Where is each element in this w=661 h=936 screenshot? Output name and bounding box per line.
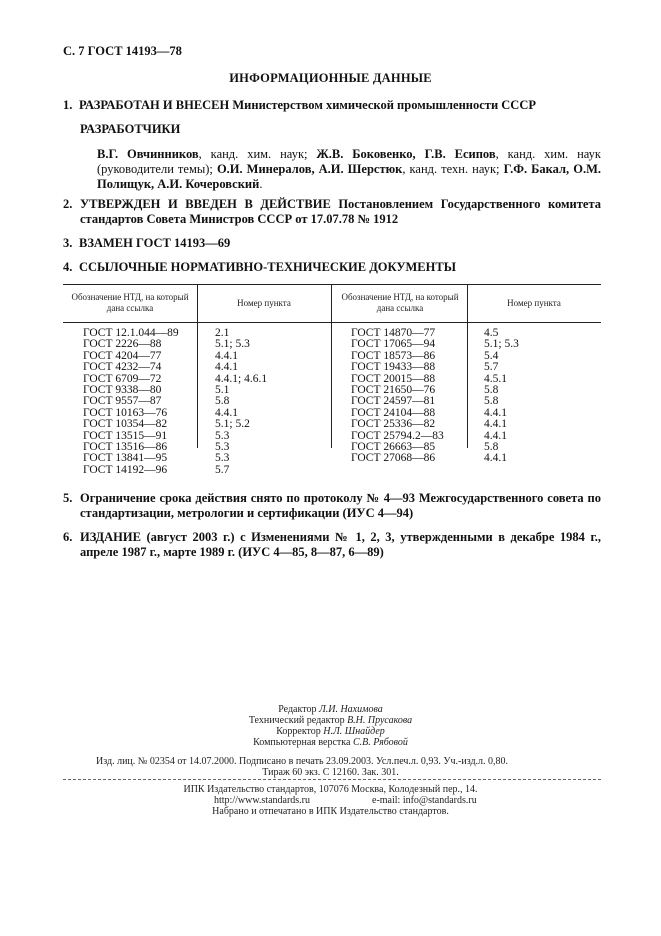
- table-cell-item: 5.8: [484, 383, 499, 396]
- table-cell-doc: ГОСТ 19433—88: [351, 361, 436, 374]
- table-column-docs-right: [351, 328, 444, 465]
- table-cell-item: 5.3: [215, 452, 230, 465]
- table-cell-item: 4.5.1: [484, 372, 507, 385]
- table-cell-doc: ГОСТ 13841—95: [83, 452, 168, 465]
- imprint-license: Изд. лиц. № 02354 от 14.07.2000. Подписано в печать 23.09.2003. Усл.печ.л. 0,93. Уч.-изд.л. 0,80.: [96, 756, 509, 767]
- table-cell-item: 4.4.1: [215, 361, 238, 374]
- section-2: 2. УТВЕРЖДЕН И ВВЕДЕН В ДЕЙСТВИЕ Постановлением Государственного комитета стандартов Совета Министров СССР от 17.07.78 № 1912: [63, 197, 601, 226]
- imprint-publisher: ИПК Издательство стандартов, 107076 Москва, Колодезный пер., 14.: [183, 784, 478, 795]
- table-divider: [467, 284, 468, 448]
- table-cell-doc: ГОСТ 2226—88: [83, 338, 162, 351]
- table-cell-doc: ГОСТ 10354—82: [83, 418, 168, 431]
- table-cell-item: 4.4.1; 4.6.1: [215, 372, 268, 385]
- table-header-rule: [63, 322, 601, 323]
- section-5: 5. Ограничение срока действия снято по протоколу № 4—93 Межгосударственного совета по стандартизации, метрологии и сертификации (ИУС 4—94): [63, 491, 601, 520]
- imprint-website[interactable]: http://www.standards.ru: [214, 795, 311, 806]
- table-cell-item: 4.4.1: [215, 406, 238, 419]
- table-cell-item: 5.8: [215, 395, 230, 408]
- table-cell-item: 5.1: [215, 383, 230, 396]
- table-cell-item: 5.7: [484, 361, 499, 374]
- table-cell-item: 5.3: [215, 440, 230, 453]
- table-cell-item: 5.1; 5.3: [215, 338, 250, 351]
- table-column-docs-left: [83, 328, 179, 476]
- table-cell-doc: ГОСТ 6709—72: [83, 372, 162, 385]
- table-cell-doc: ГОСТ 27068—86: [351, 452, 436, 465]
- table-cell-item: 5.3: [215, 429, 230, 442]
- table-cell-doc: ГОСТ 13516—86: [83, 440, 168, 453]
- table-cell-doc: ГОСТ 24104—88: [351, 406, 436, 419]
- table-cell-doc: ГОСТ 20015—88: [351, 372, 436, 385]
- table-cell-doc: ГОСТ 14192—96: [83, 463, 168, 476]
- table-cell-item: 4.4.1: [484, 406, 507, 419]
- table-cell-item: 4.4.1: [484, 418, 507, 431]
- table-cell-doc: ГОСТ 12.1.044—89: [83, 327, 179, 339]
- table-cell-item: 4.4.1: [215, 349, 238, 362]
- table-header-item-left: Номер пункта: [237, 298, 291, 308]
- imprint-printed-by: Набрано и отпечатано в ИПК Издательство стандартов.: [212, 806, 449, 817]
- table-cell-doc: ГОСТ 18573—86: [351, 349, 436, 362]
- table-cell-item: 5.1; 5.2: [215, 418, 250, 431]
- table-cell-doc: ГОСТ 9338—80: [83, 383, 162, 396]
- table-cell-doc: ГОСТ 13515—91: [83, 429, 168, 442]
- developers-list: В.Г. Овчинников, канд. хим. наук; Ж.В. Боковенко, Г.В. Есипов, канд. хим. наук (руководители темы); О.И. Минералов, А.И. Шерстюк, канд. техн. наук; Г.Ф. Бакал, О.М. Полищук, А.И. Кочеровский.: [97, 147, 602, 191]
- table-cell-doc: ГОСТ 4232—74: [83, 361, 162, 374]
- table-column-items-right: [484, 328, 519, 465]
- table-cell-doc: ГОСТ 17065—94: [351, 338, 436, 351]
- section-3: 3. ВЗАМЕН ГОСТ 14193—69: [63, 236, 231, 250]
- table-cell-doc: ГОСТ 25794.2—83: [351, 429, 444, 442]
- section-4: 4. ССЫЛОЧНЫЕ НОРМАТИВНО-ТЕХНИЧЕСКИЕ ДОКУМЕНТЫ: [63, 260, 456, 274]
- imprint-editors: Редактор Л.И. Нахимова Технический редактор В.Н. Прусакова Корректор Н.Л. Шнайдер Компьютерная верстка С.В. Рябовой: [248, 704, 413, 748]
- table-column-items-left: [215, 328, 267, 476]
- table-header-doc-right: Обозначение НТД, на который дана ссылка: [341, 292, 459, 313]
- table-cell-item: 5.1; 5.3: [484, 338, 519, 351]
- table-divider: [331, 284, 332, 448]
- page-header: С. 7 ГОСТ 14193—78: [63, 44, 182, 58]
- table-cell-doc: ГОСТ 24597—81: [351, 395, 436, 408]
- table-cell-item: 5.4: [484, 349, 499, 362]
- table-divider: [197, 284, 198, 448]
- table-cell-item: 5.8: [484, 440, 499, 453]
- table-header-doc-left: Обозначение НТД, на который дана ссылка: [71, 292, 189, 313]
- table-cell-doc: ГОСТ 25336—82: [351, 418, 436, 431]
- table-cell-item: 4.4.1: [484, 429, 507, 442]
- imprint-email[interactable]: e-mail: info@standards.ru: [372, 795, 477, 806]
- table-cell-doc: ГОСТ 9557—87: [83, 395, 162, 408]
- table-cell-doc: ГОСТ 10163—76: [83, 406, 168, 419]
- section-6: 6. ИЗДАНИЕ (август 2003 г.) с Изменениями № 1, 2, 3, утвержденными в декабре 1984 г., апреле 1987 г., марте 1989 г. (ИУС 4—85, 8—87, 6—89): [63, 530, 601, 559]
- table-cell-doc: ГОСТ 4204—77: [83, 349, 162, 362]
- imprint-separator: [63, 779, 601, 780]
- table-cell-doc: ГОСТ 14870—77: [351, 327, 436, 339]
- table-top-rule: [63, 284, 601, 285]
- table-cell-item: 5.7: [215, 463, 230, 476]
- table-cell-item: 4.4.1: [484, 452, 507, 465]
- table-cell-item: 4.5: [484, 327, 499, 339]
- table-cell-doc: ГОСТ 21650—76: [351, 383, 436, 396]
- table-cell-item: 2.1: [215, 327, 230, 339]
- table-cell-doc: ГОСТ 26663—85: [351, 440, 436, 453]
- document-title: ИНФОРМАЦИОННЫЕ ДАННЫЕ: [229, 71, 432, 85]
- table-header-item-right: Номер пункта: [507, 298, 561, 308]
- imprint-print-run: Тираж 60 экз. С 12160. Зак. 301.: [262, 767, 399, 778]
- developers-heading: РАЗРАБОТЧИКИ: [80, 122, 181, 136]
- section-1: 1. РАЗРАБОТАН И ВНЕСЕН Министерством химической промышленности СССР: [63, 98, 536, 112]
- table-cell-item: 5.8: [484, 395, 499, 408]
